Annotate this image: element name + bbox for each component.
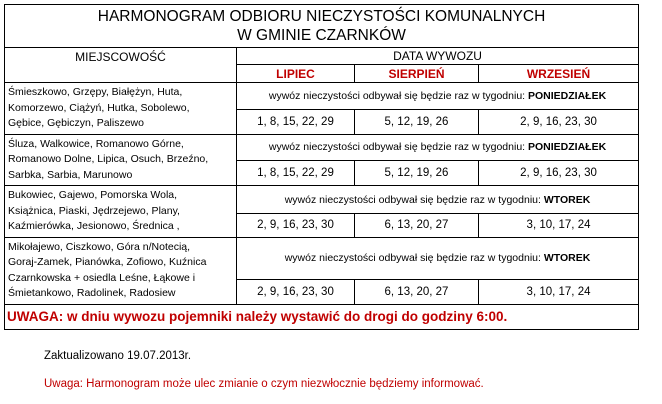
frequency-text: wywóz nieczystości odbywał się będzie raz w tygodniu:	[268, 89, 528, 102]
dates-july: 1, 8, 15, 22, 29	[237, 161, 355, 186]
place-line: Książnica, Piaski, Jędrzejewo, Plany,	[8, 204, 180, 217]
dates-september: 3, 10, 17, 24	[479, 214, 639, 237]
month-september: WRZESIEŃ	[479, 65, 639, 83]
group-row	[5, 83, 639, 110]
title-line-1: HARMONOGRAM ODBIORU NIECZYSTOŚCI KOMUNALNYCH	[97, 8, 546, 25]
place-line: Gębice, Gębiczyn, Paliszewo	[8, 117, 144, 129]
place-line: Mikołajewo, Ciszkowo, Góra n/Notecią,	[8, 240, 191, 253]
place-line: Śmietankowo, Radolinek, Radosiew	[8, 287, 176, 299]
dates-august: 5, 12, 19, 26	[355, 109, 479, 134]
places-cell	[5, 186, 237, 238]
places-cell	[5, 134, 237, 186]
place-line: Śmieszkowo, Grzępy, Białężyn, Huta,	[8, 86, 183, 98]
pickup-day: WTOREK	[543, 193, 591, 206]
dates-july: 2, 9, 16, 23, 30	[237, 279, 355, 304]
updated-date: Zaktualizowano 19.07.2013r.	[44, 350, 192, 362]
place-line: Kaźmierówka, Jesionowo, Średnica ,	[8, 220, 180, 232]
dates-september: 2, 9, 16, 23, 30	[479, 161, 639, 186]
month-july: LIPIEC	[237, 65, 355, 83]
group-row	[5, 237, 639, 279]
frequency-text: wywóz nieczystości odbywał się będzie raz w tygodniu:	[284, 193, 544, 206]
pickup-day: PONIEDZIAŁEK	[528, 141, 607, 154]
month-august: SIERPIEŃ	[355, 65, 479, 83]
places-cell	[5, 83, 237, 135]
dates-july: 1, 8, 15, 22, 29	[237, 109, 355, 134]
dates-july: 2, 9, 16, 23, 30	[237, 214, 355, 237]
place-line: Czarnkowska + osiedla Leśne, Łąkowe i	[8, 271, 196, 284]
place-line: Romanowo Dolne, Lipica, Osuch, Brzeźno,	[8, 153, 209, 165]
frequency-cell	[237, 186, 639, 214]
frequency-text: wywóz nieczystości odbywał się będzie raz w tygodniu:	[284, 252, 544, 265]
place-line: Sarbka, Sarbia, Marunowo	[8, 168, 133, 181]
frequency-cell	[237, 134, 639, 161]
places-cell	[5, 237, 237, 304]
dates-august: 6, 13, 20, 27	[355, 214, 479, 237]
pickup-day: PONIEDZIAŁEK	[528, 89, 607, 102]
change-note: Uwaga: Harmonogram może ulec zmianie o czym niezwłocznie będziemy informować.	[44, 378, 484, 390]
group-row	[5, 186, 639, 214]
place-header: MIEJSCOWOŚĆ	[5, 48, 237, 83]
frequency-cell	[237, 237, 639, 279]
warning-banner: UWAGA: w dniu wywozu pojemniki należy wystawić do drogi do godziny 6:00.	[5, 304, 639, 329]
schedule-title	[5, 5, 639, 48]
dates-september: 3, 10, 17, 24	[479, 279, 639, 304]
place-line: Komorzewo, Ciążyń, Hutka, Sobolewo,	[8, 101, 190, 114]
place-line: Śluza, Walkowice, Romanowo Górne,	[8, 137, 184, 150]
title-line-2: W GMINIE CZARNKÓW	[237, 27, 406, 44]
place-line: Goraj-Zamek, Pianówka, Zofiowo, Kuźnica	[8, 256, 207, 268]
frequency-text: wywóz nieczystości odbywał się będzie raz w tygodniu:	[268, 141, 528, 154]
dates-september: 2, 9, 16, 23, 30	[479, 109, 639, 134]
pickup-day: WTOREK	[543, 252, 591, 265]
schedule-table	[4, 4, 639, 330]
date-header: DATA WYWOZU	[237, 48, 639, 65]
place-line: Bukowiec, Gajewo, Pomorska Wola,	[8, 189, 178, 201]
frequency-cell	[237, 83, 639, 110]
dates-august: 5, 12, 19, 26	[355, 161, 479, 186]
dates-august: 6, 13, 20, 27	[355, 279, 479, 304]
group-row	[5, 134, 639, 161]
